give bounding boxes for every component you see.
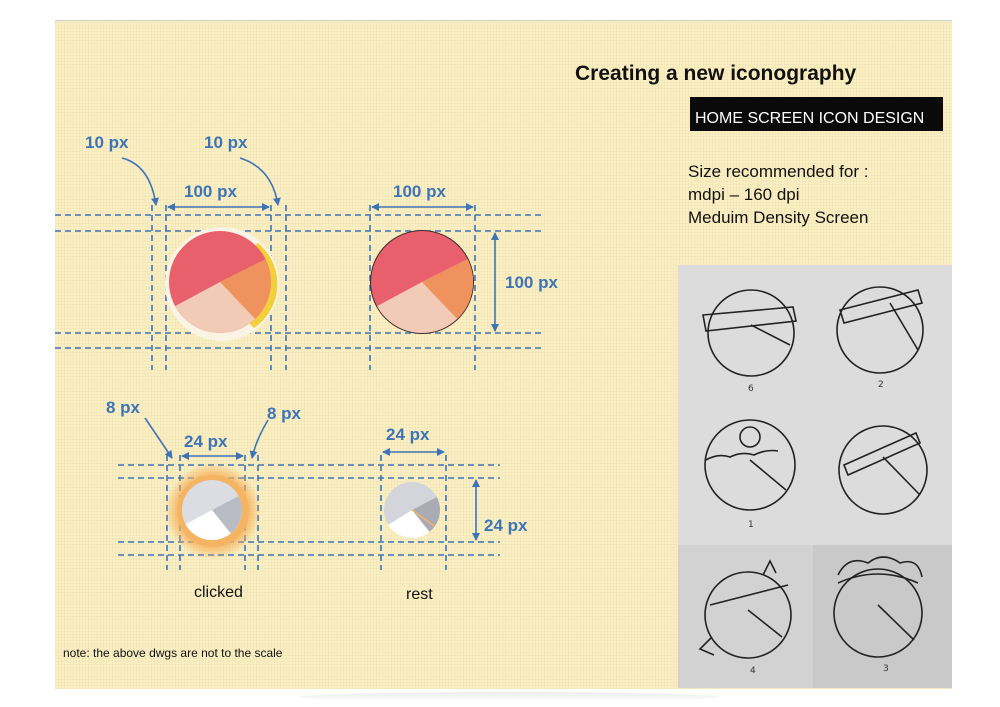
clicked-caption: clicked xyxy=(194,584,243,601)
section-banner: HOME SCREEN ICON DESIGN xyxy=(690,97,943,131)
large-width-rest-label: 100 px xyxy=(393,182,446,201)
sketch-label-5: 4 xyxy=(750,666,756,676)
small-width-rest-label: 24 px xyxy=(386,425,430,444)
size-info xyxy=(688,160,868,229)
small-margin-callout-right xyxy=(252,420,268,458)
large-icon-clicked xyxy=(140,225,300,345)
margin-callout-right xyxy=(240,158,278,205)
small-icon-clicked xyxy=(165,463,261,559)
margin-callout-left xyxy=(122,158,156,205)
slide-title: Creating a new iconography xyxy=(575,62,857,85)
rest-caption: rest xyxy=(406,586,433,603)
scale-note: note: the above dwgs are not to the scale xyxy=(63,646,283,660)
large-width-clicked-label: 100 px xyxy=(184,182,237,201)
size-info-line-2: mdpi – 160 dpi xyxy=(688,185,800,204)
large-margin-right-label: 10 px xyxy=(204,133,248,152)
size-info-line-3: Meduim Density Screen xyxy=(688,208,869,227)
small-height-label: 24 px xyxy=(484,516,528,535)
small-margin-callout-left xyxy=(145,418,172,458)
sketch-label-3: 1 xyxy=(748,520,754,530)
sketch-label-6: 3 xyxy=(883,664,889,674)
sketch-label-2: 2 xyxy=(878,380,884,390)
sketches-drawing xyxy=(678,265,952,688)
small-margin-left-label: 8 px xyxy=(106,398,141,417)
sketch-label-1: 6 xyxy=(748,384,754,394)
large-margin-left-label: 10 px xyxy=(85,133,129,152)
large-icon-rest xyxy=(342,225,502,345)
small-margin-right-label: 8 px xyxy=(267,404,302,423)
small-icon-rest xyxy=(380,480,450,545)
sketches-photo xyxy=(678,265,952,688)
large-height-label: 100 px xyxy=(505,273,558,292)
small-width-clicked-label: 24 px xyxy=(184,432,228,451)
size-info-line-1: Size recommended for : xyxy=(688,162,869,181)
bottom-shadow xyxy=(300,692,720,702)
